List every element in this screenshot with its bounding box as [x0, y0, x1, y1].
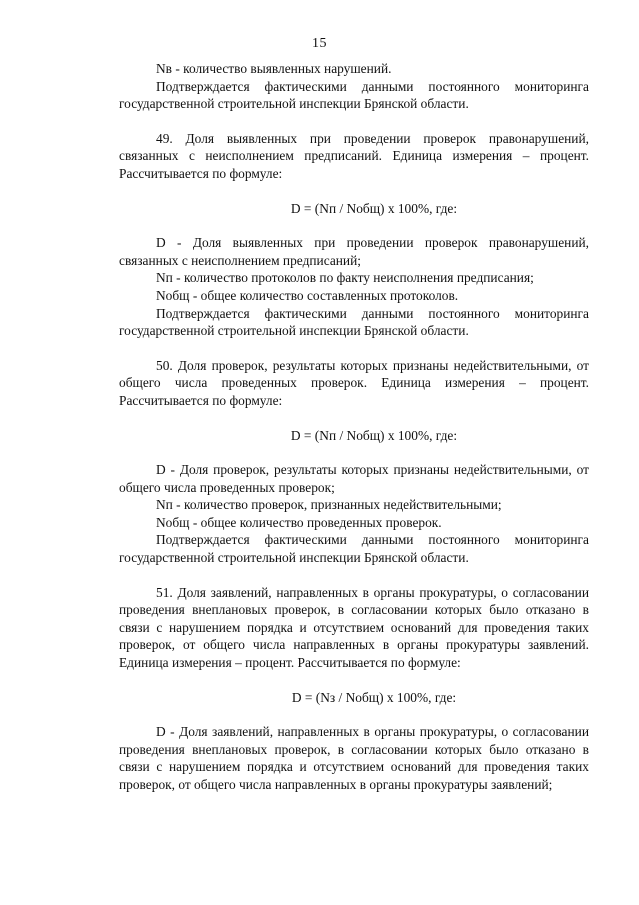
document-body	[119, 60, 589, 794]
paragraph-gap	[119, 706, 589, 723]
paragraph: Nп - количество проверок, признанных недействительными;	[156, 497, 502, 513]
paragraph: 49. Доля выявленных при проведении проверок правонарушений, связанных с неисполнением предписаний. Единица измерения – процент. Рассчитывается по формуле:	[119, 130, 589, 181]
paragraph: 50. Доля проверок, результаты которых признаны недействительными, от общего числа проведенных проверок. Единица измерения – процент. Рассчитывается по формуле:	[119, 357, 589, 408]
paragraph: Подтверждается фактическими данными постоянного мониторинга государственной строительной инспекции Брянской области.	[119, 305, 589, 339]
paragraph-gap	[119, 183, 589, 200]
formula: D = (Nп / Nобщ) х 100%, где:	[290, 200, 458, 216]
page-number: 15	[312, 36, 327, 51]
paragraph: Nобщ - общее количество проведенных проверок.	[156, 514, 442, 530]
paragraph-gap	[119, 340, 589, 357]
paragraph: 51. Доля заявлений, направленных в органы прокуратуры, о согласовании проведения внеплановых проверок, в согласовании которых было отказано в связи с нарушением порядка и отсутствием оснований для проведения таких проверок, от общего числа направленных в органы прокуратуры заявлений. Единица измерения – процент. Рассчитывается по формуле:	[119, 584, 589, 671]
formula: D = (Nз / Nобщ) х 100%, где:	[291, 689, 457, 705]
paragraph: Nв - количество выявленных нарушений.	[156, 61, 392, 76]
paragraph-gap	[119, 217, 589, 234]
paragraph-gap	[119, 672, 589, 689]
paragraph: Nп - количество протоколов по факту неисполнения предписания;	[156, 270, 534, 286]
paragraph: Подтверждается фактическими данными постоянного мониторинга государственной строительной инспекции Брянской области.	[119, 78, 589, 112]
formula: D = (Nп / Nобщ) х 100%, где:	[290, 427, 458, 443]
paragraph-gap	[119, 113, 589, 130]
paragraph: D - Доля заявлений, направленных в органы прокуратуры, о согласовании проведения внеплановых проверок, в согласовании которых было отказано в связи с нарушением порядка и отсутствием оснований для проведения таких проверок, от общего числа направленных в органы прокуратуры заявлений;	[119, 724, 589, 792]
paragraph-gap	[119, 567, 589, 584]
paragraph: D - Доля проверок, результаты которых признаны недействительными, от общего числа проведенных проверок;	[119, 462, 589, 495]
paragraph: D - Доля выявленных при проведении проверок правонарушений, связанных с неисполнением предписаний;	[119, 235, 589, 268]
paragraph-gap	[119, 444, 589, 461]
paragraph: Nобщ - общее количество составленных протоколов.	[156, 287, 459, 303]
paragraph-gap	[119, 410, 589, 427]
paragraph: Подтверждается фактическими данными постоянного мониторинга государственной строительной инспекции Брянской области.	[119, 532, 589, 566]
